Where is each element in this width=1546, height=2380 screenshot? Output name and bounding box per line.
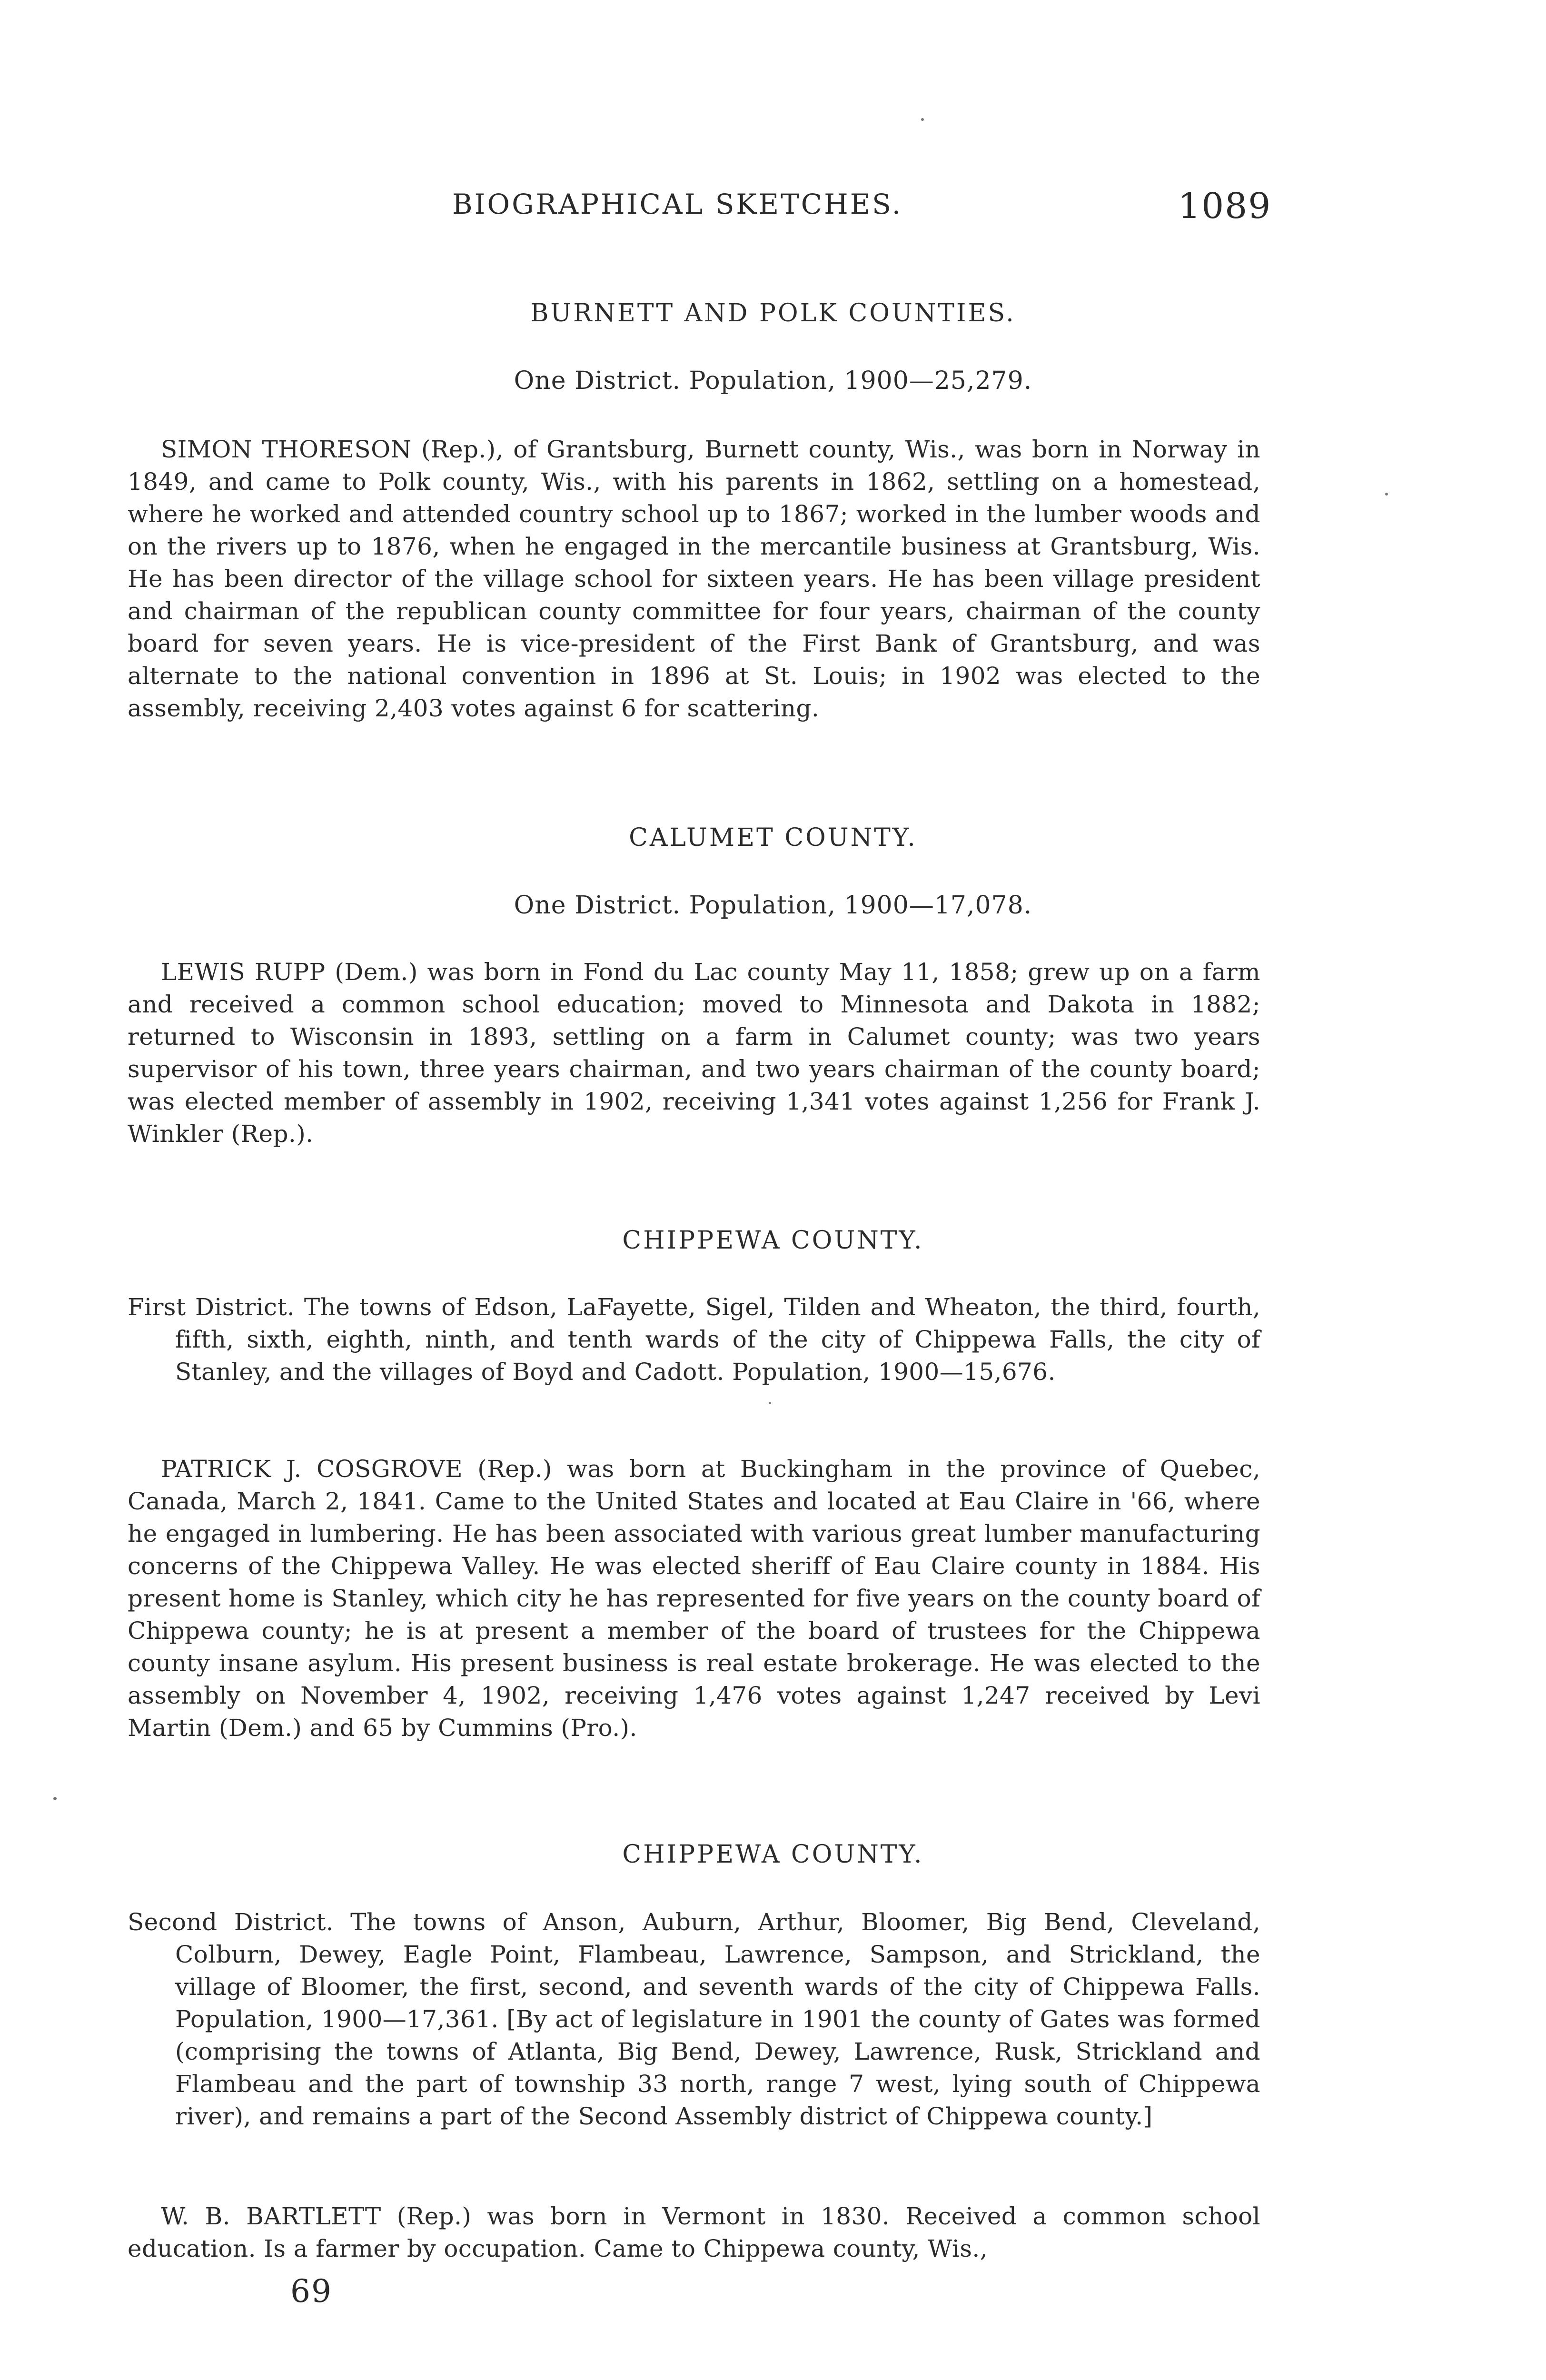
scan-speck: [1385, 493, 1388, 496]
district-desc-chippewa-second: Second District. The towns of Anson, Auburn, Arthur, Bloomer, Big Bend, Cleveland, Colburn, Dewey, Eagle Point, Flambeau, Lawrence, Sampson, and Strickland, the village of Bloomer, the first, second, and seventh wards of the city of Chippewa Falls. Population, 1900—17,361. [By act of legislature in 1901 the county of Gates was formed (comprising the towns of Atlanta, Big Bend, Dewey, Lawrence, Rusk, Strickland and Flambeau and the part of township 33 north, range 7 west, lying south of Chippewa river), and remains a part of the Second Assembly district of Chippewa county.]: [128, 1908, 1260, 2130]
scan-speck: [769, 1402, 771, 1404]
scan-speck: [921, 118, 924, 121]
page-number: 1089: [1178, 186, 1272, 227]
district-line-calumet: One District. Population, 1900—17,078.: [514, 891, 1032, 920]
section-title-chippewa-first: CHIPPEWA COUNTY.: [622, 1226, 924, 1255]
district-line-burnett-polk: One District. Population, 1900—25,279.: [514, 367, 1032, 395]
bio-w-b-bartlett: W. B. BARTLETT (Rep.) was born in Vermont in 1830. Received a common school education. Is a farmer by occupation. Came to Chippewa county, Wis.,: [128, 2202, 1260, 2262]
section-title-burnett-polk: BURNETT AND POLK COUNTIES.: [530, 299, 1016, 327]
running-title: BIOGRAPHICAL SKETCHES.: [452, 188, 903, 220]
bio-patrick-cosgrove: PATRICK J. COSGROVE (Rep.) was born at Buckingham in the province of Quebec, Canada, March 2, 1841. Came to the United States and located at Eau Claire in '66, where he engaged in lumbering. He has been associated with various great lumber manufacturing concerns of the Chippewa Valley. He was elected sheriff of Eau Claire county in 1884. His present home is Stanley, which city he has represented for five years on the county board of Chippewa county; he is at present a member of the board of trustees for the Chippewa county insane asylum. His present business is real estate brokerage. He was elected to the assembly on November 4, 1902, receiving 1,476 votes against 1,247 received by Levi Martin (Dem.) and 65 by Cummins (Pro.).: [128, 1455, 1260, 1742]
section-title-chippewa-second: CHIPPEWA COUNTY.: [622, 1840, 924, 1869]
bio-lewis-rupp: LEWIS RUPP (Dem.) was born in Fond du Lac county May 11, 1858; grew up on a farm and received a common school education; moved to Minnesota and Dakota in 1882; returned to Wisconsin in 1893, settling on a farm in Calumet county; was two years supervisor of his town, three years chairman, and two years chairman of the county board; was elected member of assembly in 1902, receiving 1,341 votes against 1,256 for Frank J. Winkler (Rep.).: [128, 958, 1260, 1148]
scan-speck: [53, 1797, 57, 1800]
district-desc-chippewa-first: First District. The towns of Edson, LaFayette, Sigel, Tilden and Wheaton, the third, fourth, fifth, sixth, eighth, ninth, and tenth wards of the city of Chippewa Falls, the city of Stanley, and the villages of Boyd and Cadott. Population, 1900—15,676.: [128, 1293, 1260, 1386]
bio-simon-thoreson: SIMON THORESON (Rep.), of Grantsburg, Burnett county, Wis., was born in Norway in 1849, and came to Polk county, Wis., with his parents in 1862, settling on a homestead, where he worked and attended country school up to 1867; worked in the lumber woods and on the rivers up to 1876, when he engaged in the mercantile business at Grantsburg, Wis. He has been director of the village school for sixteen years. He has been village president and chairman of the republican county committee for four years, chairman of the county board for seven years. He is vice-president of the First Bank of Grantsburg, and was alternate to the national convention in 1896 at St. Louis; in 1902 was elected to the assembly, receiving 2,403 votes against 6 for scattering.: [128, 436, 1260, 722]
section-title-calumet: CALUMET COUNTY.: [629, 823, 917, 852]
signature-mark: 69: [290, 2273, 332, 2310]
